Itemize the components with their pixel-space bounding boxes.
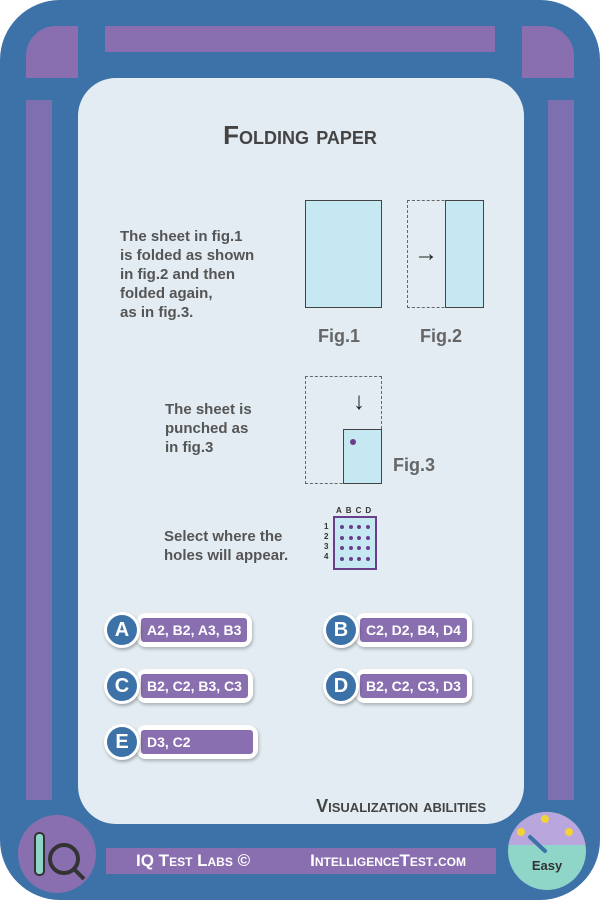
option-b[interactable] xyxy=(323,612,472,648)
fig1-label: Fig.1 xyxy=(318,326,361,346)
page-title: Folding paper xyxy=(223,120,377,150)
col-label: A xyxy=(336,506,346,515)
difficulty-gauge xyxy=(508,812,586,890)
col-label: D xyxy=(365,506,376,515)
footer-bar xyxy=(106,848,496,874)
magnifier-icon xyxy=(18,815,96,893)
row-label: 3 xyxy=(324,542,329,551)
arrow-right-icon: → xyxy=(414,240,438,267)
arrow-down-icon: ↓ xyxy=(353,388,365,415)
grid-dot xyxy=(366,546,370,550)
option-letter: A xyxy=(104,612,140,648)
grid-row-labels xyxy=(324,522,328,562)
fig3-sheet xyxy=(343,429,382,484)
iq-logo xyxy=(18,815,96,893)
row-label: 1 xyxy=(324,522,329,531)
option-a[interactable] xyxy=(104,612,252,648)
fig3-label: Fig.3 xyxy=(393,455,436,475)
corner-tl xyxy=(26,26,78,78)
option-text: A2, B2, A3, B3 xyxy=(141,618,247,642)
fig1-sheet xyxy=(305,200,382,308)
grid-dot xyxy=(349,536,353,540)
option-d[interactable] xyxy=(323,668,472,704)
grid-dot xyxy=(366,536,370,540)
option-text: C2, D2, B4, D4 xyxy=(360,618,467,642)
grid-dot xyxy=(349,546,353,550)
site-link[interactable]: IntelligenceTest.com xyxy=(310,851,466,870)
text-line: folded again, xyxy=(120,285,213,302)
right-bar xyxy=(548,100,574,800)
left-bar xyxy=(26,100,52,800)
option-letter: E xyxy=(104,724,140,760)
grid-dot xyxy=(340,557,344,561)
text-line: The sheet is xyxy=(165,401,252,418)
row-label: 4 xyxy=(324,552,329,561)
grid-dot xyxy=(349,557,353,561)
text-line: punched as xyxy=(165,420,249,437)
option-text: D3, C2 xyxy=(141,730,253,754)
option-e[interactable] xyxy=(104,724,258,760)
fold-instructions xyxy=(120,227,254,322)
text-line: The sheet in fig.1 xyxy=(120,228,243,245)
col-label: B xyxy=(345,506,356,515)
option-letter: C xyxy=(104,668,140,704)
punch-hole xyxy=(350,439,356,445)
grid-dot xyxy=(340,546,344,550)
fig2-label: Fig.2 xyxy=(420,326,463,346)
grid-dot xyxy=(340,536,344,540)
option-text: B2, C2, B3, C3 xyxy=(141,674,248,698)
grid-dot xyxy=(357,525,361,529)
select-instructions xyxy=(164,527,288,565)
grid-dot xyxy=(340,525,344,529)
difficulty-label: Easy xyxy=(531,858,563,873)
grid-dot xyxy=(366,525,370,529)
option-text: B2, C2, C3, D3 xyxy=(360,674,467,698)
option-letter: B xyxy=(323,612,359,648)
text-line: as in fig.3. xyxy=(120,304,194,321)
fig2-sheet xyxy=(445,200,484,308)
top-bar xyxy=(105,26,495,52)
text-line: in fig.2 and then xyxy=(120,266,235,283)
brand-text: IQ Test Labs © xyxy=(136,851,251,870)
hole-grid xyxy=(333,516,377,570)
grid-dot xyxy=(366,557,370,561)
question-card xyxy=(78,78,524,824)
punch-instructions xyxy=(165,400,252,457)
grid-dot xyxy=(357,536,361,540)
option-c[interactable] xyxy=(104,668,253,704)
text-line: Select where the xyxy=(164,528,283,545)
text-line: holes will appear. xyxy=(164,547,289,564)
grid-column-labels xyxy=(336,506,375,515)
row-label: 2 xyxy=(324,532,329,541)
category-label: Visualization abilities xyxy=(316,796,486,816)
text-line: is folded as shown xyxy=(120,247,255,264)
option-letter: D xyxy=(323,668,359,704)
grid-dot xyxy=(349,525,353,529)
text-line: in fig.3 xyxy=(165,439,214,456)
gauge-needle-icon xyxy=(508,812,586,890)
col-label: C xyxy=(355,506,366,515)
grid-dot xyxy=(357,546,361,550)
grid-dot xyxy=(357,557,361,561)
